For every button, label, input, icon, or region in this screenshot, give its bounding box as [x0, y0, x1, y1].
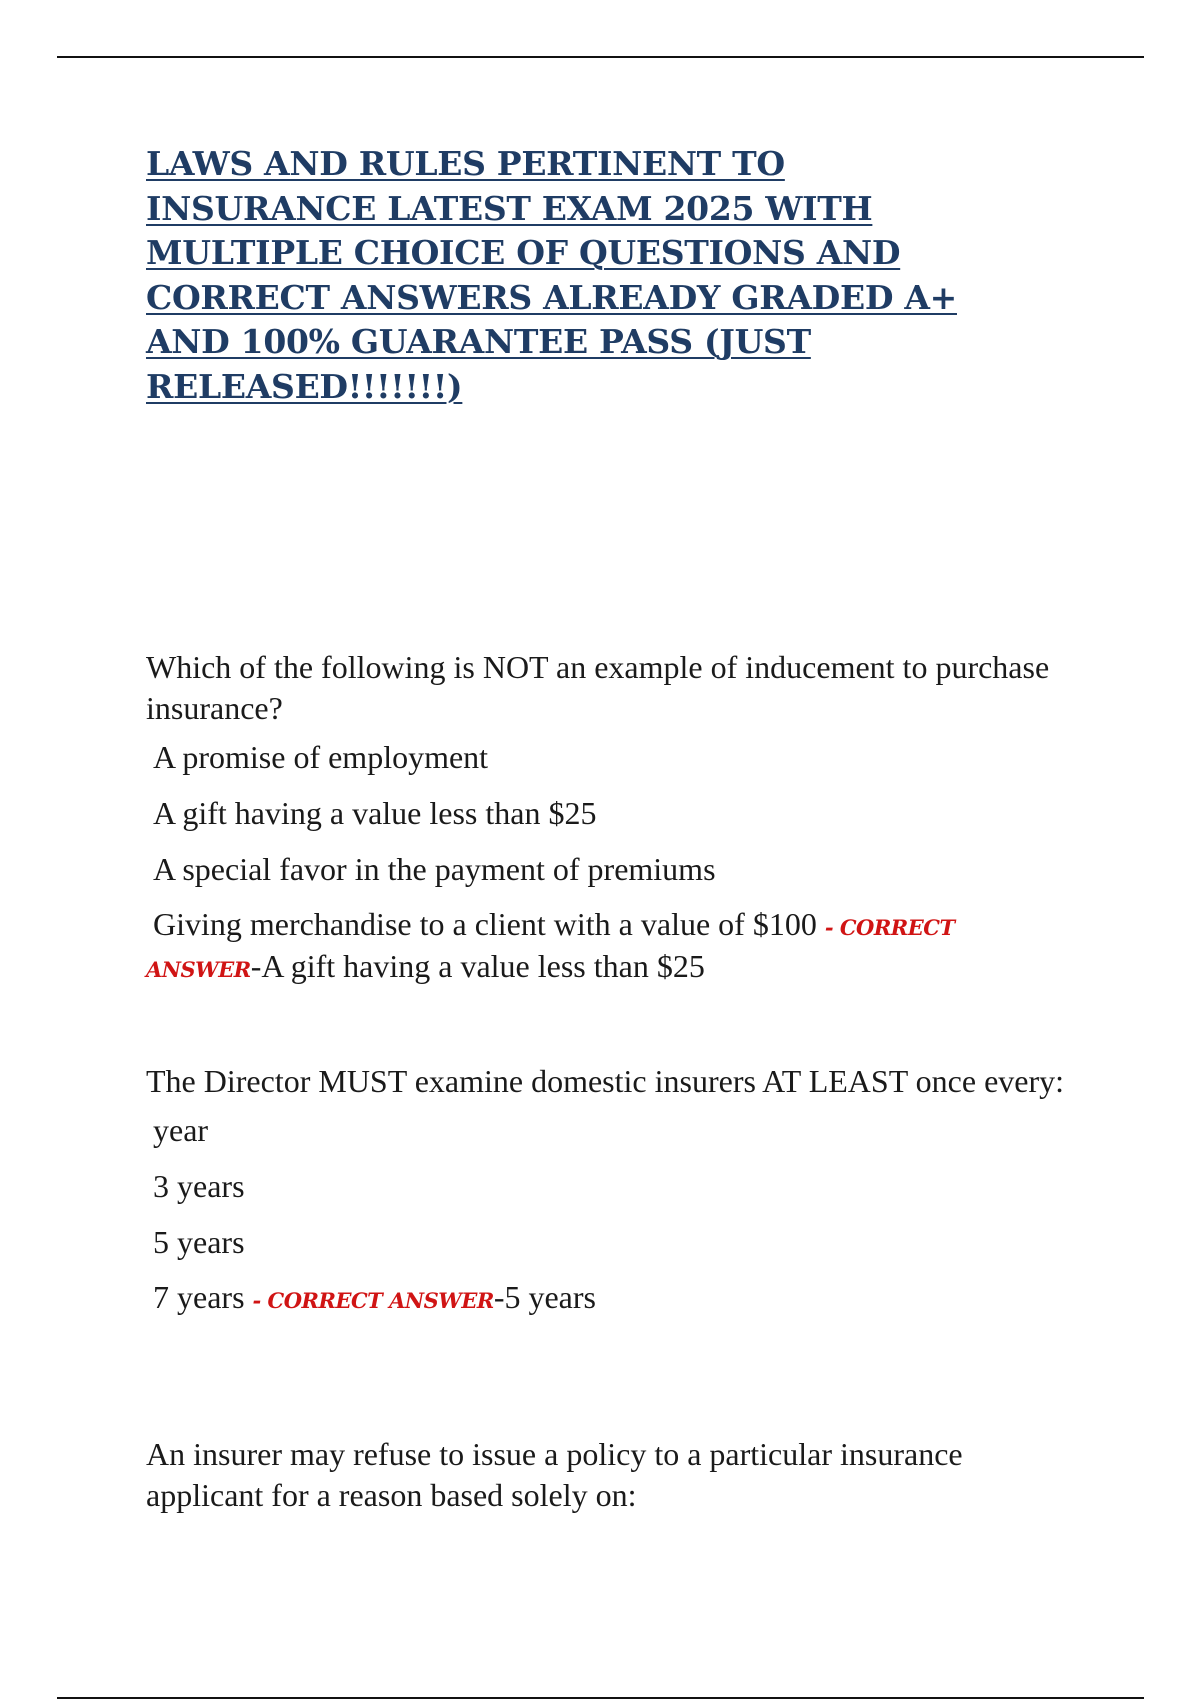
- correct-answer-marker: - CORRECT ANSWER: [252, 1288, 494, 1313]
- answer-option: 7 years: [153, 1279, 245, 1315]
- answer-option-with-correct-answer: [146, 1278, 1066, 1320]
- question-block: [146, 647, 1066, 1004]
- document-title: LAWS AND RULES PERTINENT TO INSURANCE LATEST EXAM 2025 WITH MULTIPLE CHOICE OF QUESTIONS AND CORRECT ANSWERS ALREADY GRADED A+ AND 100% GUARANTEE PASS (JUST RELEASED!!!!!!!): [146, 144, 957, 406]
- bottom-rule: [57, 1697, 1144, 1699]
- question-text: Which of the following is NOT an example of inducement to purchase insurance?: [146, 649, 1050, 726]
- correct-answer-text: -A gift having a value less than $25: [250, 948, 705, 984]
- question-block: [146, 1061, 1066, 1335]
- question-text: The Director MUST examine domestic insurers AT LEAST once every:: [146, 1063, 1065, 1099]
- top-rule: [57, 56, 1144, 58]
- answer-option: A promise of employment: [153, 739, 489, 775]
- answer-option-with-correct-answer: [146, 905, 1066, 989]
- question-block: [146, 1434, 1066, 1524]
- correct-answer-text: -5 years: [493, 1279, 596, 1315]
- answer-option: 3 years: [153, 1168, 245, 1204]
- question-text: An insurer may refuse to issue a policy to a particular insurance applicant for a reason based solely on:: [146, 1436, 963, 1513]
- answer-option: year: [153, 1112, 209, 1148]
- correct-answer-marker: - CORRECT ANSWER: [146, 915, 955, 982]
- answer-option: 5 years: [153, 1224, 245, 1260]
- answer-option: A special favor in the payment of premiums: [153, 851, 716, 887]
- answer-option: Giving merchandise to a client with a value of $100: [153, 906, 817, 942]
- answer-option: A gift having a value less than $25: [153, 795, 597, 831]
